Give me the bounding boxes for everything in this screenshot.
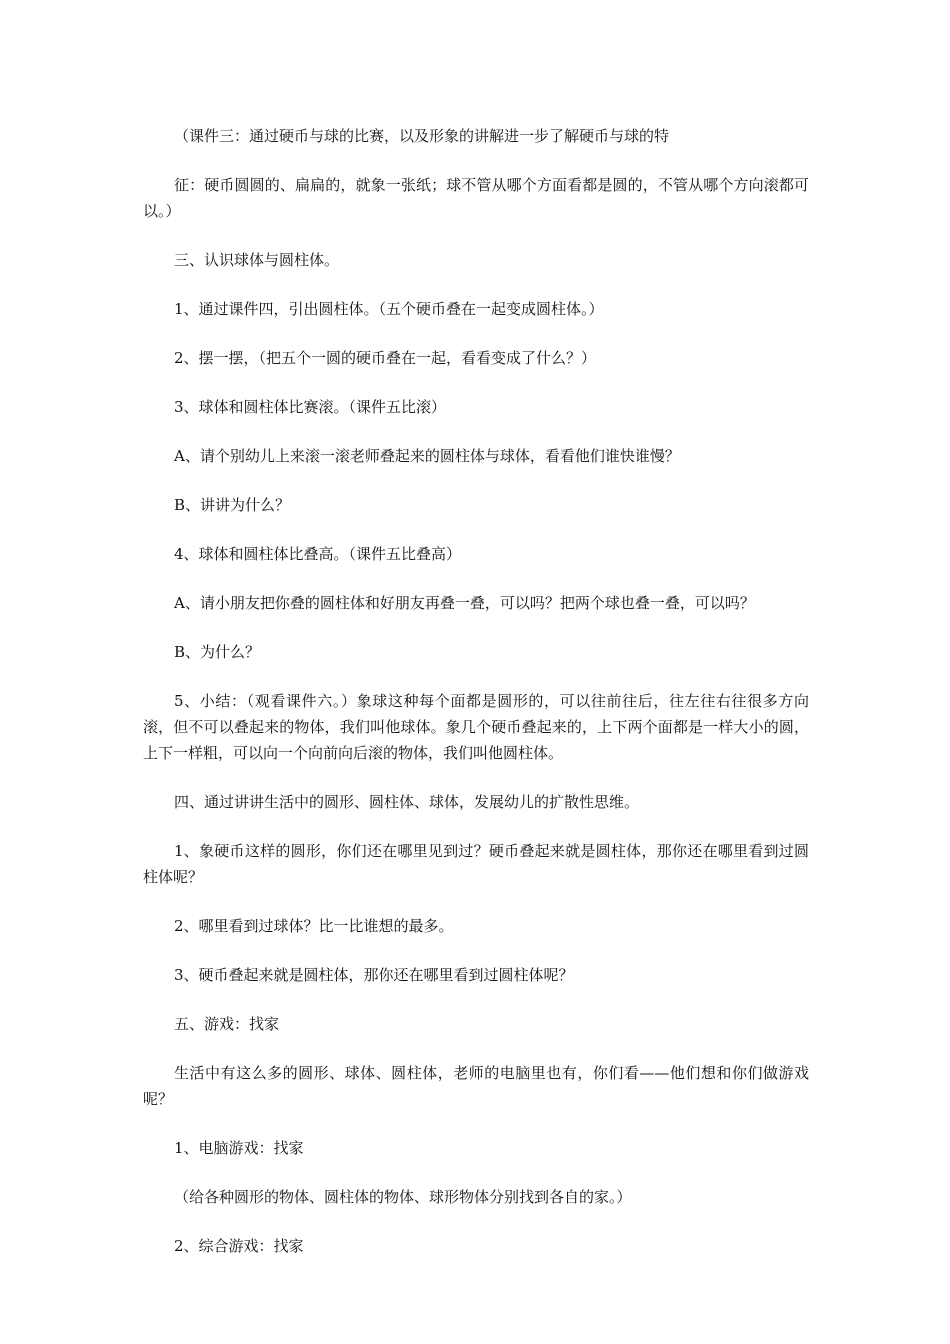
paragraph: （课件三：通过硬币与球的比赛，以及形象的讲解进一步了解硬币与球的特: [174, 127, 670, 145]
paragraph: 1、电脑游戏：找家: [174, 1139, 304, 1157]
paragraph: 2、综合游戏：找家: [174, 1237, 304, 1255]
paragraph: A、请个别幼儿上来滚一滚老师叠起来的圆柱体与球体，看看他们谁快谁慢？: [174, 447, 680, 465]
paragraph: B、为什么？: [174, 643, 261, 661]
paragraph: 5、小结：（观看课件六。）象球这种每个面都是圆形的，可以往前往后，往左往右往很多方向滚，但不可以叠起来的物体，我们叫他球体。象几个硬币叠起来的，上下两个面都是一样大小的圆，上下一样粗，可以向一个向前向后滚的物体，我们叫他圆柱体。: [143, 692, 809, 762]
paragraph: 征：硬币圆圆的、扁扁的，就象一张纸；球不管从哪个方面看都是圆的，不管从哪个方向滚都可以。）: [143, 176, 809, 220]
paragraph: 2、哪里看到过球体？比一比谁想的最多。: [174, 917, 454, 935]
paragraph: 生活中有这么多的圆形、球体、圆柱体，老师的电脑里也有，你们看——他们想和你们做游戏呢？: [143, 1064, 809, 1108]
section-heading: 五、游戏：找家: [174, 1015, 280, 1033]
paragraph: （给各种圆形的物体、圆柱体的物体、球形物体分别找到各自的家。）: [174, 1188, 632, 1206]
paragraph: A、请小朋友把你叠的圆柱体和好朋友再叠一叠，可以吗？把两个球也叠一叠，可以吗？: [174, 594, 755, 612]
section-heading: 三、认识球体与圆柱体。: [174, 251, 340, 269]
paragraph: 3、球体和圆柱体比赛滚。（课件五比滚）: [174, 398, 447, 416]
paragraph: 2、摆一摆，（把五个一圆的硬币叠在一起，看看变成了什么？）: [174, 349, 597, 367]
paragraph: B、讲讲为什么？: [174, 496, 291, 514]
section-heading: 四、通过讲讲生活中的圆形、圆柱体、球体，发展幼儿的扩散性思维。: [174, 793, 640, 811]
document-body: [143, 123, 809, 1282]
paragraph: 1、通过课件四，引出圆柱体。（五个硬币叠在一起变成圆柱体。）: [174, 300, 604, 318]
paragraph: 1、象硬币这样的圆形，你们还在哪里见到过？硬币叠起来就是圆柱体，那你还在哪里看到过圆柱体呢？: [143, 842, 809, 886]
paragraph: 4、球体和圆柱体比叠高。（课件五比叠高）: [174, 545, 462, 563]
paragraph: 3、硬币叠起来就是圆柱体，那你还在哪里看到过圆柱体呢？: [174, 966, 574, 984]
